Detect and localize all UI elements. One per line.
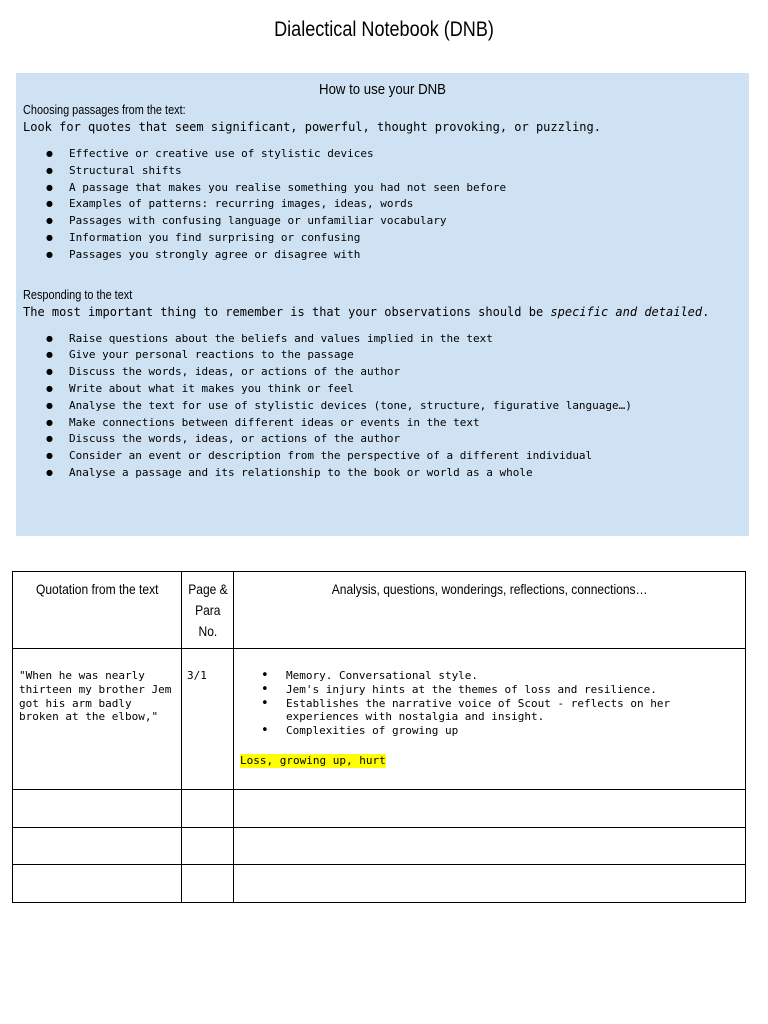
table-row — [13, 790, 746, 828]
list-item: ● Make connections between different ideas or events in the text — [16, 415, 749, 432]
table-row — [13, 828, 746, 865]
responding-intro-emphasis: specific and detailed — [550, 304, 703, 319]
list-item: ● Passages you strongly agree or disagree with — [16, 247, 749, 264]
header-page-para — [182, 572, 234, 649]
list-item: ● Write about what it makes you think or feel — [16, 381, 749, 398]
page-cell[interactable] — [182, 649, 234, 790]
list-item: ● Information you find surprising or confusing — [16, 230, 749, 247]
header-page-line: Page & — [187, 581, 228, 597]
table-row — [13, 865, 746, 903]
usage-guide-box — [16, 73, 749, 536]
list-item: ● Discuss the words, ideas, or actions of the author — [16, 364, 749, 381]
page-text: 3/1 — [187, 669, 207, 682]
list-item: • Complexities of growing up — [234, 724, 745, 738]
analysis-cell[interactable] — [234, 649, 746, 790]
notebook-table — [12, 571, 746, 903]
list-item: ● Examples of patterns: recurring images, ideas, words — [16, 196, 749, 213]
quotation-cell[interactable] — [13, 649, 182, 790]
table-header-row — [13, 572, 746, 649]
analysis-list — [234, 649, 745, 738]
analysis-cell[interactable] — [234, 865, 746, 903]
header-page-line: Para — [194, 602, 221, 618]
quotation-cell[interactable] — [13, 865, 182, 903]
list-item: ● Raise questions about the beliefs and values implied in the text — [16, 331, 749, 348]
guide-heading: How to use your DNB — [319, 81, 446, 98]
analysis-cell[interactable] — [234, 790, 746, 828]
list-item: ● A passage that makes you realise something you had not seen before — [16, 180, 749, 197]
list-item: ● Passages with confusing language or unfamiliar vocabulary — [16, 213, 749, 230]
responding-intro — [23, 303, 741, 321]
header-quotation: Quotation from the text — [13, 572, 182, 649]
list-item: ● Analyse the text for use of stylistic devices (tone, structure, figurative language…) — [16, 398, 749, 415]
page-cell[interactable] — [182, 828, 234, 865]
list-item: ● Analyse a passage and its relationship to the book or world as a whole — [16, 465, 749, 482]
page-cell[interactable] — [182, 865, 234, 903]
choosing-intro: Look for quotes that seem significant, powerful, thought provoking, or puzzling. — [23, 120, 601, 134]
page-title: Dialectical Notebook (DNB) — [274, 18, 494, 41]
choosing-list — [16, 146, 749, 264]
page-cell[interactable] — [182, 790, 234, 828]
quotation-cell[interactable] — [13, 790, 182, 828]
list-item: ● Effective or creative use of stylistic devices — [16, 146, 749, 163]
header-page-line: No. — [198, 623, 217, 639]
responding-intro-text: The most important thing to remember is that your observations should be — [23, 304, 551, 319]
list-item: ● Discuss the words, ideas, or actions of the author — [16, 431, 749, 448]
responding-intro-end: . — [702, 304, 710, 319]
notebook-table-wrap — [12, 571, 745, 903]
quotation-cell[interactable] — [13, 828, 182, 865]
list-item: ● Consider an event or description from the perspective of a different individual — [16, 448, 749, 465]
list-item: ● Give your personal reactions to the passage — [16, 347, 749, 364]
list-item: • Memory. Conversational style. — [234, 669, 745, 683]
analysis-cell[interactable] — [234, 828, 746, 865]
quotation-text: "When he was nearly thirteen my brother Jem got his arm badly broken at the elbow," — [19, 669, 172, 724]
list-item: ● Structural shifts — [16, 163, 749, 180]
header-analysis: Analysis, questions, wonderings, reflections, connections… — [234, 572, 746, 649]
responding-subheading: Responding to the text — [23, 286, 133, 302]
responding-list — [16, 331, 749, 482]
highlighted-themes: Loss, growing up, hurt — [240, 753, 386, 767]
list-item: • Establishes the narrative voice of Scout - reflects on her experiences with nostalgia and insight. — [234, 697, 745, 725]
list-item: • Jem's injury hints at the themes of loss and resilience. — [234, 683, 745, 697]
choosing-subheading: Choosing passages from the text: — [23, 102, 186, 117]
table-row — [13, 649, 746, 790]
